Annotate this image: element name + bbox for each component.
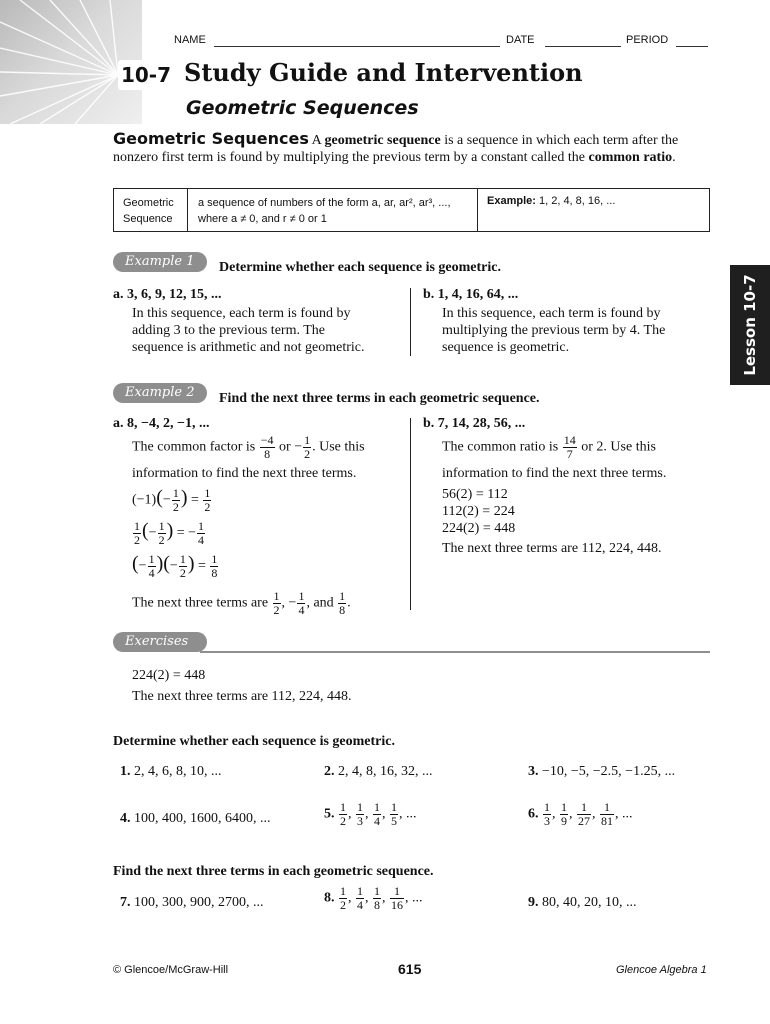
fraction [197,520,205,547]
period-field[interactable] [676,46,708,47]
exercise-7 [120,894,264,911]
text: − [148,525,157,541]
fraction [373,801,381,828]
term-geometric-sequence: geometric sequence [324,133,441,148]
denominator: 2 [273,603,280,617]
denominator: 4 [357,898,363,912]
fraction [390,885,404,912]
numerator: 1 [148,552,155,566]
text: , [592,806,596,822]
text: , ... [615,806,633,822]
fraction [563,434,577,461]
denominator: 2 [340,814,346,828]
fraction [600,801,614,828]
fraction [339,801,347,828]
exercise-number: 5. [324,806,335,822]
paren: ) [187,552,195,575]
solution-line: In this sequence, each term is found by [442,306,661,321]
numerator: 1 [561,800,567,814]
numerator: 1 [172,486,179,500]
text: , and [306,595,334,611]
text: (−1) [132,492,157,508]
text: , [552,806,556,822]
intro-paragraph [113,130,723,166]
text: , ... [399,806,417,822]
exercise-4 [120,810,271,827]
fraction [260,434,275,461]
numerator: 1 [374,800,380,814]
example-1-heading: Determine whether each sequence is geometric. [219,260,501,275]
text: The common ratio is [442,439,559,455]
example-2-heading: Find the next three terms in each geometric sequence. [219,391,540,406]
date-field[interactable] [545,46,621,47]
solution-line: In this sequence, each term is found by [132,306,351,321]
numerator: 1 [600,801,614,815]
text: , [348,806,352,822]
text: The next three terms are [132,595,269,611]
numerator: 1 [357,884,363,898]
denominator: 81 [601,814,613,828]
example-2b-label: b. 7, 14, 28, 56, ... [423,416,526,431]
exercise-text: −10, −5, −2.5, −1.25, ... [538,764,676,779]
numerator: 1 [340,800,346,814]
example-2b-common-ratio [442,434,656,461]
denominator: 2 [340,898,346,912]
solution-line: adding 3 to the previous term. The [132,323,325,338]
paren: ( [132,552,139,575]
exercise-8 [324,885,423,912]
text: The common factor is [132,439,256,455]
denominator: 7 [566,447,573,461]
definition-box [113,188,710,232]
exercise-5 [324,801,417,828]
denominator: 2 [304,447,311,461]
denominator: 2 [172,500,179,514]
numerator: 1 [179,552,186,566]
definition-text [188,189,478,231]
paren: ) [166,519,174,542]
fraction [172,487,180,514]
denominator: 9 [561,814,567,828]
text: , [382,806,386,822]
example-1-pill: Example 1 [113,252,207,272]
text: , − [281,595,297,611]
footer-publisher: © Glencoe/McGraw-Hill [113,964,229,976]
numerator: 14 [563,433,576,447]
calc-line-1 [132,487,212,514]
numerator: 1 [391,800,397,814]
exercise-text: 2, 4, 8, 16, 32, ... [334,764,433,779]
text: , [382,890,386,906]
exercises-rule [200,651,710,653]
fraction [560,801,568,828]
denominator: 8 [374,898,380,912]
calc-line-3 [132,553,219,580]
example-2b-answer: The next three terms are 112, 224, 448. [442,541,662,556]
example-2a-info: information to find the next three terms. [132,466,357,481]
exercise-number: 6. [528,806,539,822]
denominator: 8 [211,566,218,580]
numerator: 1 [340,884,346,898]
denominator: 27 [578,814,590,828]
definition-term-line: Geometric [123,197,174,209]
paren: ( [142,519,149,542]
exercises-carry-2: The next three terms are 112, 224, 448. [132,689,352,704]
fraction [338,590,346,617]
text: . Use this [312,439,365,455]
fraction [356,801,364,828]
intro-lead: Geometric Sequences [113,129,309,148]
denominator: 3 [544,814,550,828]
denominator: 4 [148,566,155,580]
calc-line-2 [132,520,206,547]
denominator: 2 [179,566,186,580]
side-tab-label: Lesson 10-7 [741,274,759,376]
definition-term-line: Sequence [123,213,173,225]
fraction [273,590,281,617]
term-common-ratio: common ratio [588,150,673,165]
denominator: 2 [204,500,211,514]
denominator: 3 [357,814,363,828]
exercises-pill: Exercises [113,632,207,652]
numerator: 1 [544,800,550,814]
text: , [348,890,352,906]
lesson-number: 10-7 [118,60,174,90]
period-label: PERIOD [626,34,669,46]
numerator: 1 [374,884,380,898]
numerator: −4 [260,433,274,447]
fraction [133,520,141,547]
fraction [148,553,156,580]
name-field[interactable] [214,46,500,47]
example-label: Example: [487,195,536,207]
numerator: 1 [204,486,211,500]
text: = [190,492,199,508]
calc-line: 112(2) = 224 [442,504,515,519]
page-number: 615 [398,961,422,977]
example-2b-calcs [442,486,515,537]
fraction [303,434,311,461]
exercises-carry-1: 224(2) = 448 [132,668,206,683]
denominator: 8 [264,447,271,461]
name-label: NAME [174,34,206,46]
numerator: 1 [158,519,165,533]
intro-text: . [672,150,676,165]
example-1b-label: b. 1, 4, 16, 64, ... [423,287,519,302]
denominator: 4 [198,533,205,547]
exercise-number: 8. [324,890,335,906]
exercise-9 [528,894,637,911]
page-title: Study Guide and Intervention [184,58,583,87]
text: − [162,492,171,508]
denominator: 4 [298,603,305,617]
denominator: 8 [339,603,346,617]
numerator: 1 [211,552,218,566]
numerator: 1 [134,519,140,533]
definition-line: a sequence of numbers of the form a, ar, ar², ar³, ..., [198,197,451,209]
fraction [179,553,187,580]
fraction [158,520,166,547]
example-2a-common-factor [132,434,365,461]
column-divider [410,418,411,610]
exercise-text: 100, 300, 900, 2700, ... [130,895,264,910]
fraction [543,801,551,828]
numerator: 1 [339,589,346,603]
text: , [365,806,369,822]
text: . [347,595,351,611]
exercise-number: 4. [120,811,131,826]
column-divider [410,288,411,356]
exercise-3 [528,763,675,780]
date-label: DATE [506,34,535,46]
paren: ) [180,486,188,509]
text: , [569,806,573,822]
text: , [365,890,369,906]
exercise-text: 2, 4, 6, 8, 10, ... [130,764,222,779]
definition-term [114,189,188,231]
solution-line: multiplying the previous term by 4. The [442,323,666,338]
solution-line: sequence is arithmetic and not geometric. [132,340,365,355]
exercise-text: 80, 40, 20, 10, ... [538,895,637,910]
text: − [169,558,178,574]
example-1a-solution [132,305,364,356]
text: − [138,558,147,574]
numerator: 1 [198,519,205,533]
example-1a-label: a. 3, 6, 9, 12, 15, ... [113,287,222,302]
fraction [339,885,347,912]
solution-line: sequence is geometric. [442,340,570,355]
exercise-number: 1. [120,764,131,779]
denominator: 2 [158,533,165,547]
fraction [203,487,211,514]
fraction [297,590,305,617]
fraction [373,885,381,912]
text: = [197,558,206,574]
exercises-heading-2: Find the next three terms in each geometric sequence. [113,864,434,879]
example-2a-label: a. 8, −4, 2, −1, ... [113,416,210,431]
intro-text: is a sequence in which each term after the nonzero first term is found by multiplying the previous term by a constant called the [113,133,679,165]
fraction [390,801,398,828]
fraction [577,801,591,828]
exercise-6 [528,801,633,828]
numerator: 1 [357,800,363,814]
denominator: 4 [374,814,380,828]
exercise-number: 7. [120,895,131,910]
definition-example [478,189,615,231]
exercises-heading-1: Determine whether each sequence is geometric. [113,734,395,749]
footer-book: Glencoe Algebra 1 [616,964,707,976]
denominator: 5 [391,814,397,828]
numerator: 1 [304,433,311,447]
example-value: 1, 2, 4, 8, 16, ... [535,195,616,207]
example-2b-info: information to find the next three terms. [442,466,667,481]
definition-line: where a ≠ 0, and r ≠ 0 or 1 [198,213,327,225]
exercise-number: 2. [324,764,335,779]
numerator: 1 [298,589,305,603]
calc-line: 224(2) = 448 [442,521,516,536]
calc-line: 56(2) = 112 [442,487,508,502]
denominator: 16 [391,898,403,912]
fraction [210,553,218,580]
exercise-number: 3. [528,764,539,779]
example-2a-answer [132,590,351,617]
exercise-1 [120,763,222,780]
paren: )( [156,552,170,575]
text: , ... [405,890,423,906]
denominator: 2 [134,533,140,547]
page-subtitle: Geometric Sequences [186,97,419,119]
fraction [356,885,364,912]
text: or − [279,439,303,455]
text: or 2. Use this [581,439,656,455]
exercise-2 [324,763,433,780]
text: = − [176,525,197,541]
paren: ( [156,486,163,509]
exercise-text: 100, 400, 1600, 6400, ... [130,811,271,826]
lesson-side-tab [730,265,770,385]
exercise-number: 9. [528,895,539,910]
numerator: 1 [273,589,280,603]
intro-text: A [308,133,325,148]
example-2-pill: Example 2 [113,383,207,403]
example-1b-solution [442,305,665,356]
numerator: 1 [390,885,404,899]
numerator: 1 [577,801,591,815]
